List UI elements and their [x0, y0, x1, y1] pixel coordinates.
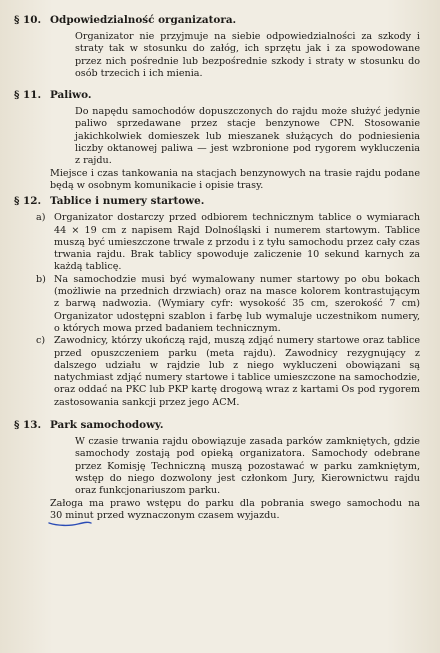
section-10-heading [14, 14, 426, 27]
pen-underline-icon [48, 519, 92, 527]
list-marker: a) [36, 212, 46, 224]
section-number: § 12. [14, 195, 42, 208]
section-11-body [14, 106, 426, 192]
list-marker: b) [36, 273, 46, 285]
section-13-heading [14, 419, 426, 432]
section-title: Odpowiedzialność organizatora. [50, 14, 237, 26]
paragraph: Organizator nie przyjmuje na siebie odpowiedzialności za szkody i straty tak w stosunku do załóg, ich sprzętu jak i za spowodowane przez nich pośrednie lub bezpośrednie szkody i straty w stosunku do osób trzecich i ich mienia. [75, 31, 420, 79]
list-item-b [14, 274, 426, 335]
marked-text: 30 minut [50, 509, 94, 521]
paragraph-end: przed wyznaczonym czasem wyjazdu. [93, 509, 280, 521]
paragraph-start: Załoga ma prawo wstępu do parku dla pobrania swego samochodu na [50, 497, 420, 509]
list-marker: c) [36, 335, 46, 347]
section-number: § 10. [14, 14, 42, 26]
section-13-body [14, 436, 426, 522]
paragraph: W czasie trwania rajdu obowiązuje zasada parków zamkniętych, gdzie samochody zostają pod opieką organizatora. Samochody odebrane przez Komisję Techniczną muszą pozostawać w parku zamkniętym, wstęp do niego dozwolony jest członkom Jury, Kierownictwu rajdu oraz funkcjonariuszom parku. [75, 436, 420, 497]
list-item-c [14, 335, 426, 409]
paragraph: Organizator dostarczy przed odbiorem technicznym tablice o wymiarach 44 × 19 cm z napisem Rajd Dolnośląski i numerem startowym. Tablice muszą być umieszczone trwale z przodu i z tyłu samochodu przez cały czas trwania rajdu. Brak tablicy spowoduje zaliczenie 10 sekund karnych za każdą tablicę. [54, 212, 420, 273]
paragraph: Miejsce i czas tankowania na stacjach benzynowych na trasie rajdu podane będą w osobnym komunikacie i opisie trasy. [50, 167, 420, 191]
section-number: § 13. [14, 419, 42, 432]
paragraph [50, 498, 420, 523]
section-title: Tablice i numery startowe. [50, 195, 205, 208]
handwritten-underline-mark [50, 510, 94, 522]
paragraph: Do napędu samochodów dopuszczonych do rajdu może służyć jedynie paliwo sprzedawane przez stacje benzynowe CPN. Stosowanie jakichkolwiek domieszek lub mieszanek służących do podniesienia liczby oktanowej paliwa — jest wzbronione pod rygorem wykluczenia z rajdu. [75, 106, 420, 167]
section-title: Park samochodowy. [50, 419, 164, 432]
section-number: § 11. [14, 89, 42, 102]
section-11-heading [14, 89, 426, 102]
paragraph: Na samochodzie musi być wymalowany numer startowy po obu bokach (możliwie na przednich drzwiach) oraz na masce kolorem kontrastującym z barwą nadwozia. (Wymiary cyfr: wysokość 35 cm, szerokość 7 cm) Organizator udostępni szablon i farbę lub wymaluje uczestnikom numery, o których mowa przed badaniem technicznym. [54, 273, 420, 334]
paragraph: Zawodnicy, którzy ukończą rajd, muszą zdjąć numery startowe oraz tablice przed opuszczeniem parku (meta rajdu). Zawodnicy rezygnujący z dalszego udziału w rajdzie lub z niego wykluczeni obowiązani są natychmiast zdjąć numery startowe i tablice umieszczone na samochodzie, oraz oddać na PKC lub PKP kartę drogową wraz z kartami Os pod rygorem zastosowania sankcji przez jego ACM. [54, 335, 420, 408]
section-10-body [14, 31, 426, 80]
section-title: Paliwo. [50, 89, 92, 102]
section-12-heading [14, 195, 426, 208]
list-item-a [14, 212, 426, 273]
